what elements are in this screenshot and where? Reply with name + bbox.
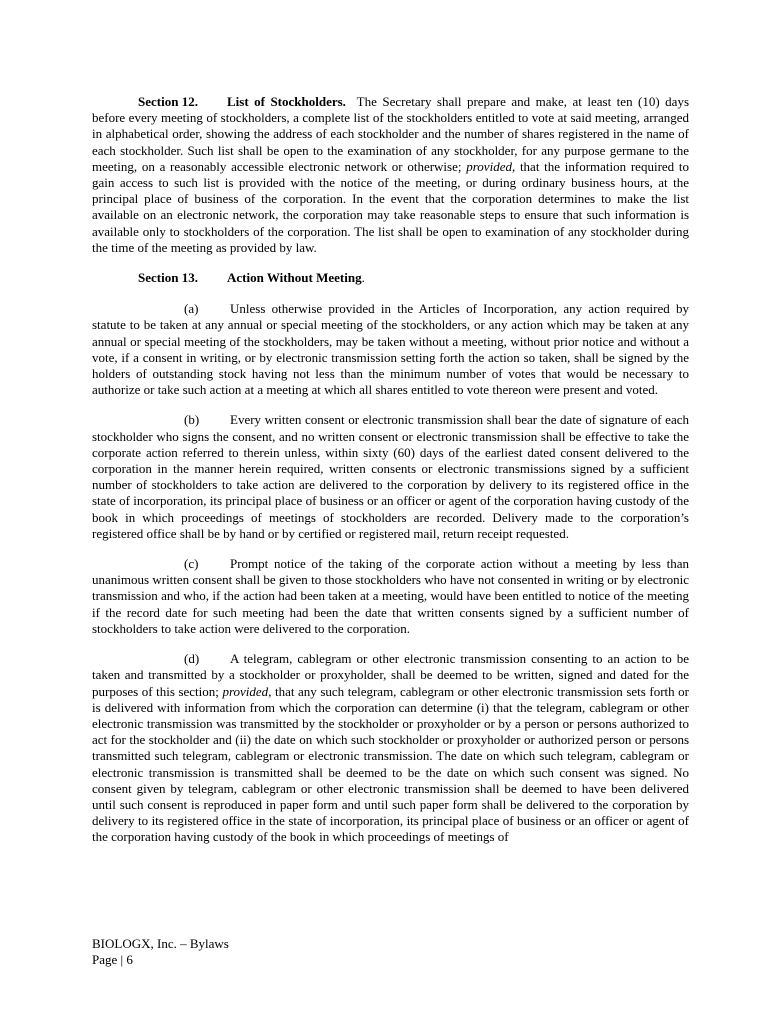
section-13-period: . xyxy=(361,270,365,286)
section-13-b-paragraph xyxy=(92,412,689,542)
section-13-c-paragraph xyxy=(92,556,689,637)
section-13-d-text-b: , that any such telegram, cablegram or other electronic transmission sets forth or is delivered with information from which the corporation can determine (i) that the telegram, cablegram or other electronic transmission was transmitted by the stockholder or proxyholder or by a person or persons authorized to act for the stockholder and (ii) the date on which such stockholder or proxyholder or authorized person or persons transmitted such telegram, cablegram or electronic transmission. The date on which such telegram, cablegram or electronic transmission is transmitted shall be deemed to be the date on which such consent was signed. No consent given by telegram, cablegram or other electronic transmission shall be deemed to have been delivered until such consent is reproduced in paper form and until such paper form shall be delivered to the corporation by delivery to its registered office in the state of incorporation, its principal place of business or an officer or agent of the corporation having custody of the book in which proceedings of meetings of xyxy=(92,683,690,845)
section-13-b-label: (b) xyxy=(184,412,200,428)
section-13-c-label: (c) xyxy=(184,556,199,572)
section-13-title: Action Without Meeting xyxy=(227,270,362,286)
section-13-d-provided: provided xyxy=(222,683,269,699)
footer-title: BIOLOGX, Inc. – Bylaws xyxy=(92,936,229,951)
section-13-a-text: Unless otherwise provided in the Articles of Incorporation, any action required by statute to be taken at any annual or special meeting of the stockholders, or any action which may be taken at any annual or special meeting of the stockholders, may be taken without a meeting, without prior notice and without a vote, if a consent in writing, or by electronic transmission setting forth the action so taken, shall be signed by the holders of outstanding stock having not less than the minimum number of votes that would be necessary to authorize or take such action at a meeting at which all shares entitled to vote thereon were present and voted. xyxy=(92,301,689,398)
section-13-d-paragraph xyxy=(92,651,689,845)
section-12-text-a: The Secretary shall prepare and make, at least ten (10) days before every meeting of stockholders, a complete list of the stockholders entitled to vote at said meeting, arranged in alphabetical order, showing the address of each stockholder and the number of shares registered in the name of each stockholder. Such list shall be open to the examination of any stockholder, for any purpose germane to the meeting, on a reasonably accessible electronic network or otherwise; xyxy=(92,94,690,174)
section-12-number: Section 12. xyxy=(138,94,198,109)
document-body xyxy=(92,94,689,846)
section-13-a-label: (a) xyxy=(184,301,199,317)
section-13-c-text: Prompt notice of the taking of the corporate action without a meeting by less than unanimous written consent shall be given to those stockholders who have not consented in writing or by electronic transmission and who, if the action had been taken at a meeting, would have been entitled to notice of the meeting if the record date for such meeting had been the date that written consents signed by a sufficient number of stockholders to take action were delivered to the corporation. xyxy=(92,556,689,636)
section-13-heading xyxy=(92,270,689,286)
section-12-title: List of Stockholders. xyxy=(227,94,346,109)
section-13-d-text-a: A telegram, cablegram or other electronic transmission consenting to an action to be taken and transmitted by a stockholder or proxyholder, shall be deemed to be written, signed and dated for the purposes of this section; xyxy=(92,651,689,699)
section-13-number: Section 13. xyxy=(138,270,198,286)
page-footer xyxy=(92,936,229,968)
section-12-paragraph xyxy=(92,94,689,256)
section-12-provided: provided xyxy=(466,158,512,174)
section-13-a-paragraph xyxy=(92,301,689,398)
section-13-b-text: Every written consent or electronic transmission shall bear the date of signature of each stockholder who signs the consent, and no written consent or electronic transmission shall be effective to take the corporate action referred to therein unless, within sixty (60) days of the earliest dated consent delivered to the corporation in the manner herein required, written consents or electronic transmissions signed by a sufficient number of stockholders to take action are delivered to the corporation by delivery to its registered office in the state of incorporation, its principal place of business or an officer or agent of the corporation having custody of the book in which proceedings of meetings of stockholders are recorded. Delivery made to the corporation’s registered office shall be by hand or by certified or registered mail, return receipt requested. xyxy=(92,412,689,541)
section-13-d-label: (d) xyxy=(184,651,200,667)
footer-page-number: Page | 6 xyxy=(92,952,133,967)
section-12-text-b: , that the information required to gain access to such list is provided with the notice of the meeting, or during ordinary business hours, at the principal place of business of the corporation. In the event that the corporation determines to make the list available on an electronic network, the corporation may take reasonable steps to ensure that such information is available only to stockholders of the corporation. The list shall be open to examination of any stockholder during the time of the meeting as provided by law. xyxy=(92,158,689,255)
